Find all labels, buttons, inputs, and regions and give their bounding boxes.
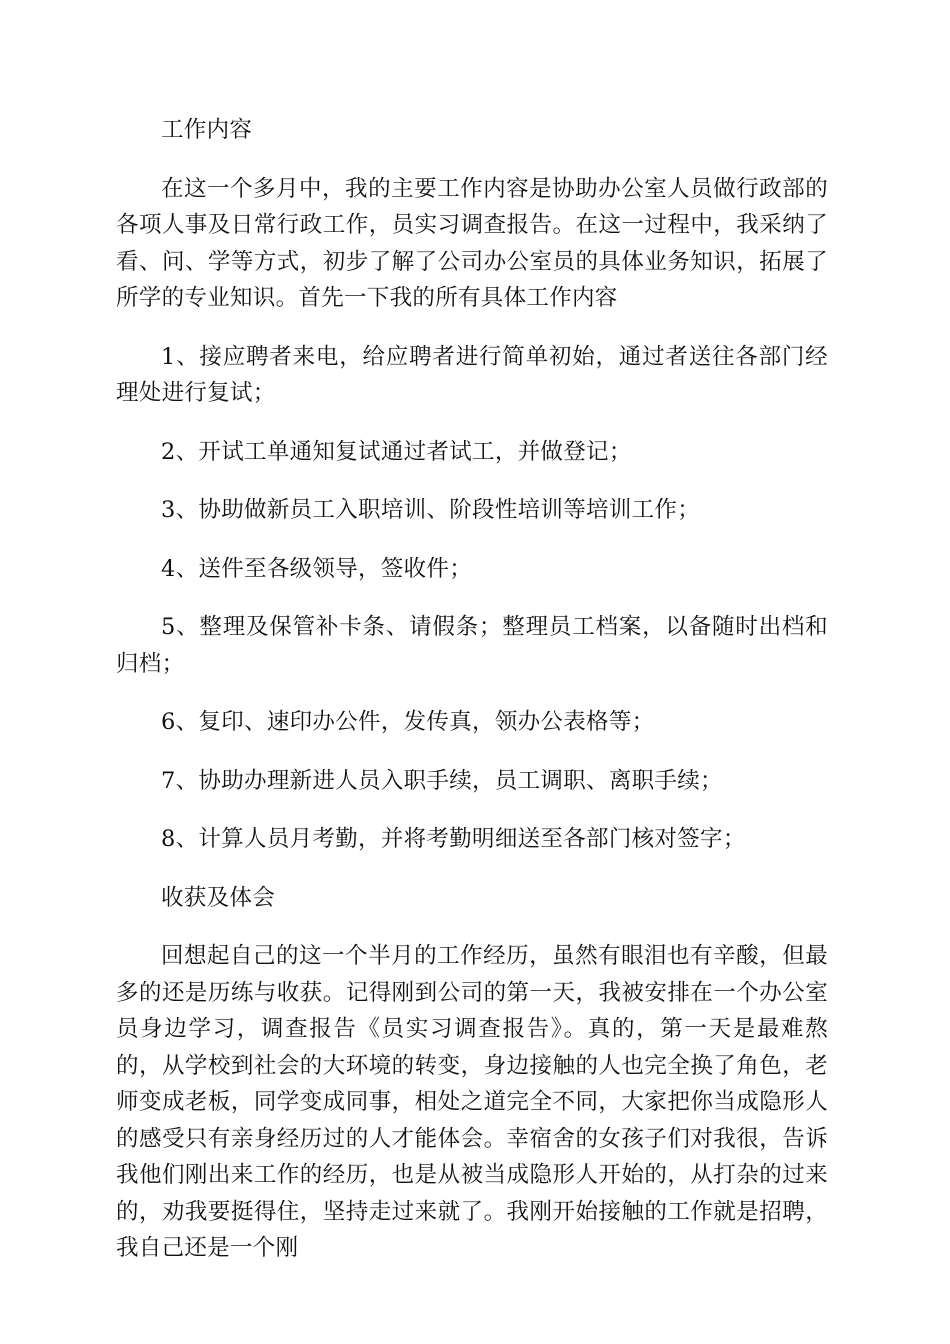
list-item: 8、计算人员月考勤，并将考勤明细送至各部门核对签字； bbox=[161, 826, 746, 852]
document-page bbox=[116, 112, 828, 1289]
list-item: 4、送件至各级领导，签收件； bbox=[161, 555, 473, 582]
section-heading-work: 工作内容 bbox=[161, 117, 253, 143]
list-item: 6、复印、速印办公件，发传真，领办公表格等； bbox=[161, 709, 655, 735]
list-item: 2、开试工单通知复试通过者试工，并做登记； bbox=[161, 438, 632, 465]
list-item: 1、接应聘者来电，给应聘者进行简单初始，通过者送往各部门经理处进行复试； bbox=[116, 343, 828, 406]
reflection-paragraph: 回想起自己的这一个半月的工作经历，虽然有眼泪也有辛酸，但最多的还是历练与收获。记得刚到公司的第一天，我被安排在一个办公室员身边学习，调查报告《员实习调查报告》。真的，第一天是最难熬的，从学校到社会的大环境的转变，身边接触的人也完全换了角色，老师变成老板，同学变成同事，相处之道完全不同，大家把你当成隐形人的感受只有亲身经历过的人才能体会。幸宿舍的女孩子们对我很，告诉我他们刚出来工作的经历，也是从被当成隐形人开始的，从打杂的过来的，劝我要挺得住，坚持走过来就了。我刚开始接触的工作就是招聘，我自己还是一个刚 bbox=[116, 943, 828, 1261]
list-item: 7、协助办理新进人员入职手续，员工调职、离职手续； bbox=[161, 767, 723, 794]
intro-paragraph: 在这一个多月中，我的主要工作内容是协助办公室人员做行政部的各项人事及日常行政工作，员实习调查报告。在这一过程中，我采纳了看、问、学等方式，初步了解了公司办公室员的具体业务知识，拓展了所学的专业知识。首先一下我的所有具体工作内容 bbox=[116, 175, 828, 311]
section-heading-harvest: 收获及体会 bbox=[161, 884, 276, 911]
list-item: 5、整理及保管补卡条、请假条；整理员工档案，以备随时出档和归档； bbox=[116, 614, 828, 677]
list-item: 3、协助做新员工入职培训、阶段性培训等培训工作； bbox=[161, 497, 701, 523]
